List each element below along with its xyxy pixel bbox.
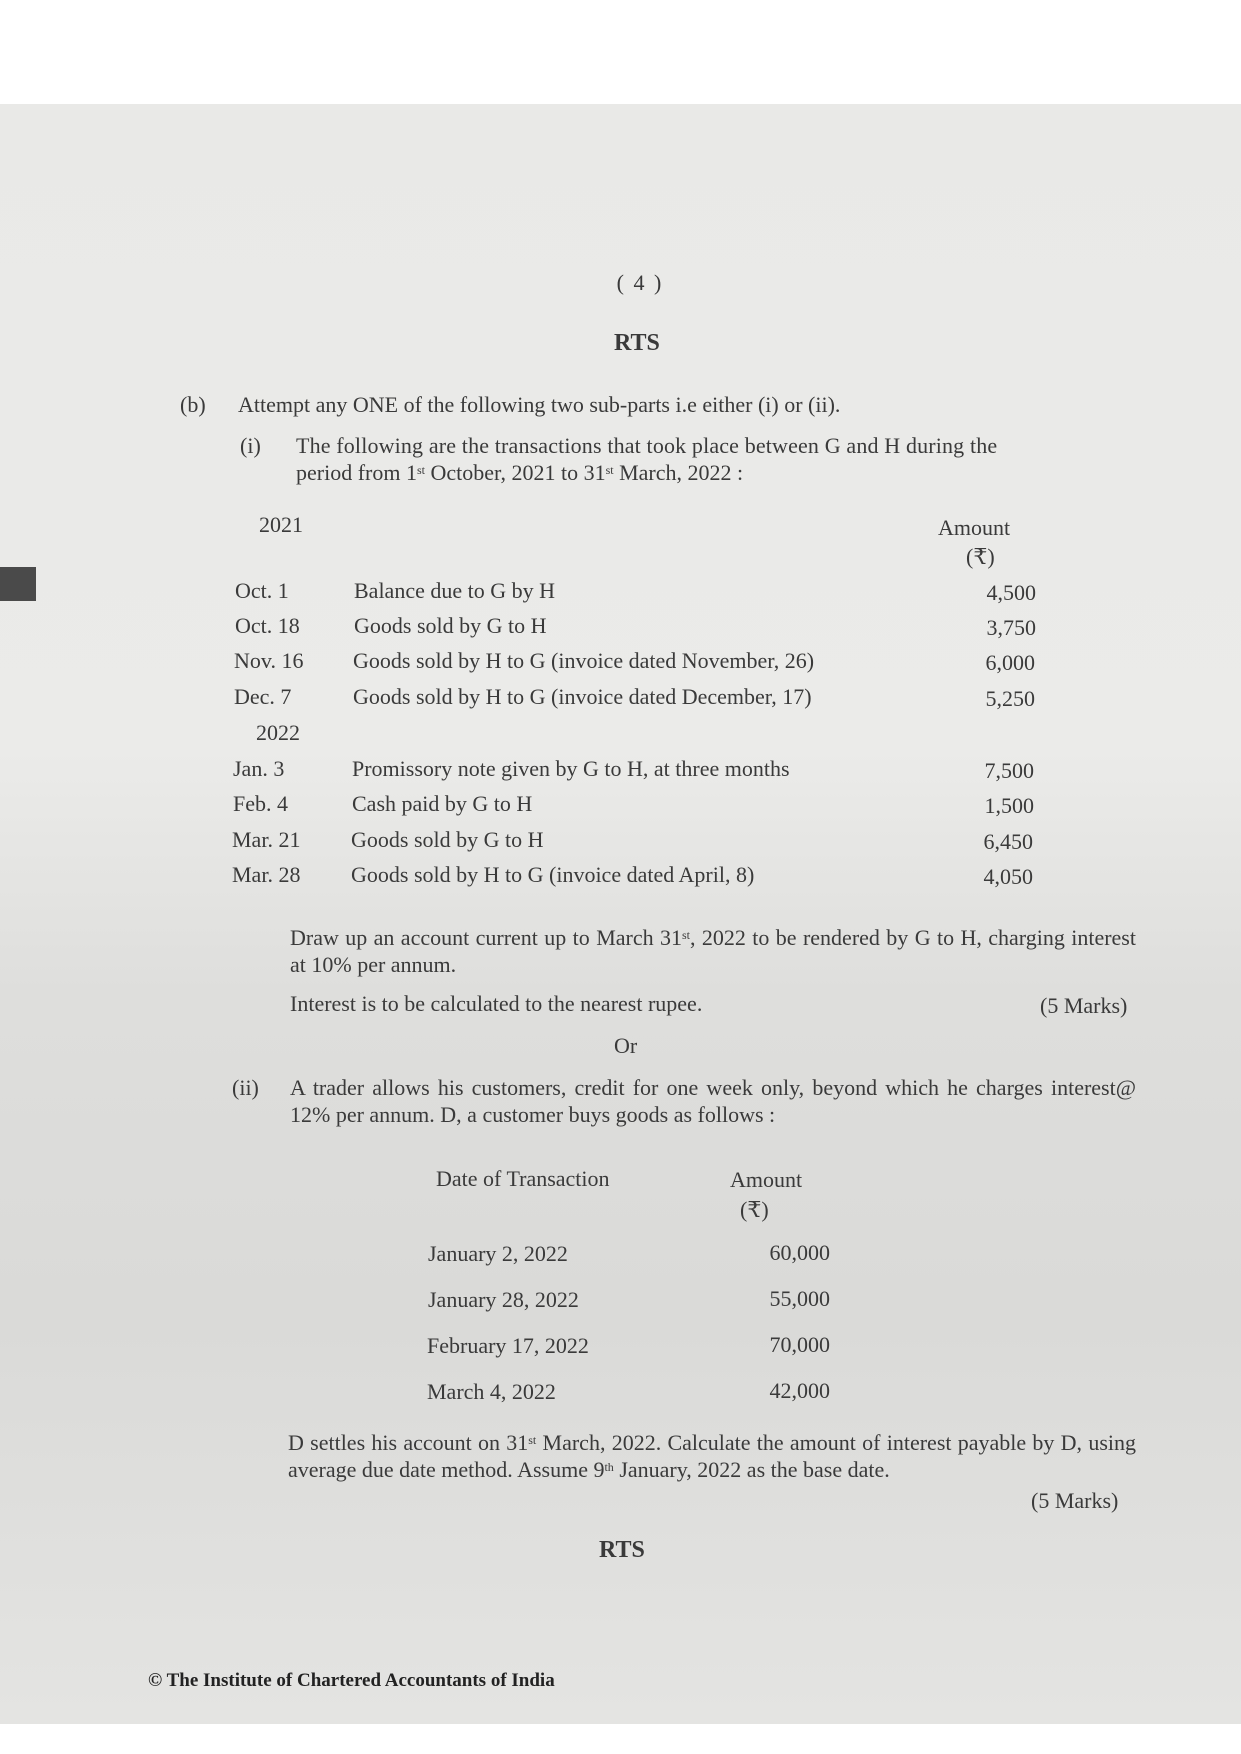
purchase-date: February 17, 2022 xyxy=(427,1333,589,1358)
col-date-header: Date of Transaction xyxy=(436,1166,610,1191)
footer-code: RTS xyxy=(599,1537,645,1563)
row-date: Jan. 3 xyxy=(233,756,285,781)
row-amount: 5,250 xyxy=(985,686,1035,711)
amount-header: Amount xyxy=(938,515,1011,540)
row-amount: 4,500 xyxy=(986,580,1036,605)
row-date: Nov. 16 xyxy=(234,648,304,673)
row-amount: 4,050 xyxy=(983,864,1033,889)
purchase-date: January 28, 2022 xyxy=(428,1287,579,1312)
part-i-intro-line1: The following are the transactions that took place between G and H during the xyxy=(296,433,998,458)
row-description: Balance due to G by H xyxy=(354,578,555,603)
part-ii-marks: (5 Marks) xyxy=(1031,1488,1119,1513)
row-date: Dec. 7 xyxy=(234,684,292,709)
row-amount: 6,450 xyxy=(983,829,1033,854)
row-amount: 7,500 xyxy=(984,758,1034,783)
row-description: Goods sold by H to G (invoice dated April, 8) xyxy=(351,862,755,887)
row-description: Goods sold by G to H xyxy=(351,827,544,852)
part-i-task-line2: Interest is to be calculated to the nearest rupee. xyxy=(290,991,703,1016)
part-ii-label: (ii) xyxy=(232,1075,259,1100)
year-2022: 2022 xyxy=(256,720,300,745)
page-number: ( 4 ) xyxy=(616,270,664,295)
row-description: Goods sold by H to G (invoice dated November, 26) xyxy=(353,648,815,673)
header-code: RTS xyxy=(614,330,660,356)
purchase-amount: 42,000 xyxy=(769,1378,830,1403)
part-ii-intro: A trader allows his customers, credit for one week only, beyond which he charges interest@ 12% per annum. D, a customer buys goods as follows : xyxy=(290,1075,1136,1127)
row-description: Promissory note given by G to H, at three months xyxy=(352,756,790,781)
row-date: Mar. 28 xyxy=(232,862,301,887)
row-description: Goods sold by H to G (invoice dated December, 17) xyxy=(353,684,812,709)
col-amount-header: Amount xyxy=(730,1167,803,1192)
purchase-date: March 4, 2022 xyxy=(427,1379,556,1404)
purchase-amount: 55,000 xyxy=(769,1286,830,1311)
row-date: Oct. 18 xyxy=(235,613,300,638)
copyright-notice: © The Institute of Chartered Accountants of India xyxy=(148,1670,555,1691)
part-ii-task: D settles his account on 31st March, 2022. Calculate the amount of interest payable by D, using average due date method. Assume 9th January, 2022 as the base date. xyxy=(288,1430,1136,1482)
year-2021: 2021 xyxy=(259,512,303,537)
purchase-date: January 2, 2022 xyxy=(428,1241,568,1266)
part-i-task: Draw up an account current up to March 31st, 2022 to be rendered by G to H, charging interest at 10% per annum. xyxy=(290,925,1136,977)
scan-edge-mark xyxy=(0,567,36,601)
currency-label: (₹) xyxy=(740,1197,769,1222)
row-description: Goods sold by G to H xyxy=(354,613,547,638)
row-date: Oct. 1 xyxy=(235,578,289,603)
question-instruction: Attempt any ONE of the following two sub-parts i.e either (i) or (ii). xyxy=(238,392,841,417)
row-amount: 1,500 xyxy=(984,793,1034,818)
question-label: (b) xyxy=(180,392,206,417)
or-separator: Or xyxy=(614,1033,638,1058)
currency-label: (₹) xyxy=(966,544,995,569)
row-date: Mar. 21 xyxy=(232,827,301,852)
purchase-amount: 70,000 xyxy=(769,1332,830,1357)
row-date: Feb. 4 xyxy=(233,791,288,816)
row-description: Cash paid by G to H xyxy=(352,791,533,816)
purchase-amount: 60,000 xyxy=(769,1240,830,1265)
row-amount: 6,000 xyxy=(985,650,1035,675)
part-i-marks: (5 Marks) xyxy=(1040,993,1128,1018)
part-i-intro-line2: period from 1st October, 2021 to 31st March, 2022 : xyxy=(296,460,744,485)
part-i-label: (i) xyxy=(240,433,261,458)
row-amount: 3,750 xyxy=(986,615,1036,640)
